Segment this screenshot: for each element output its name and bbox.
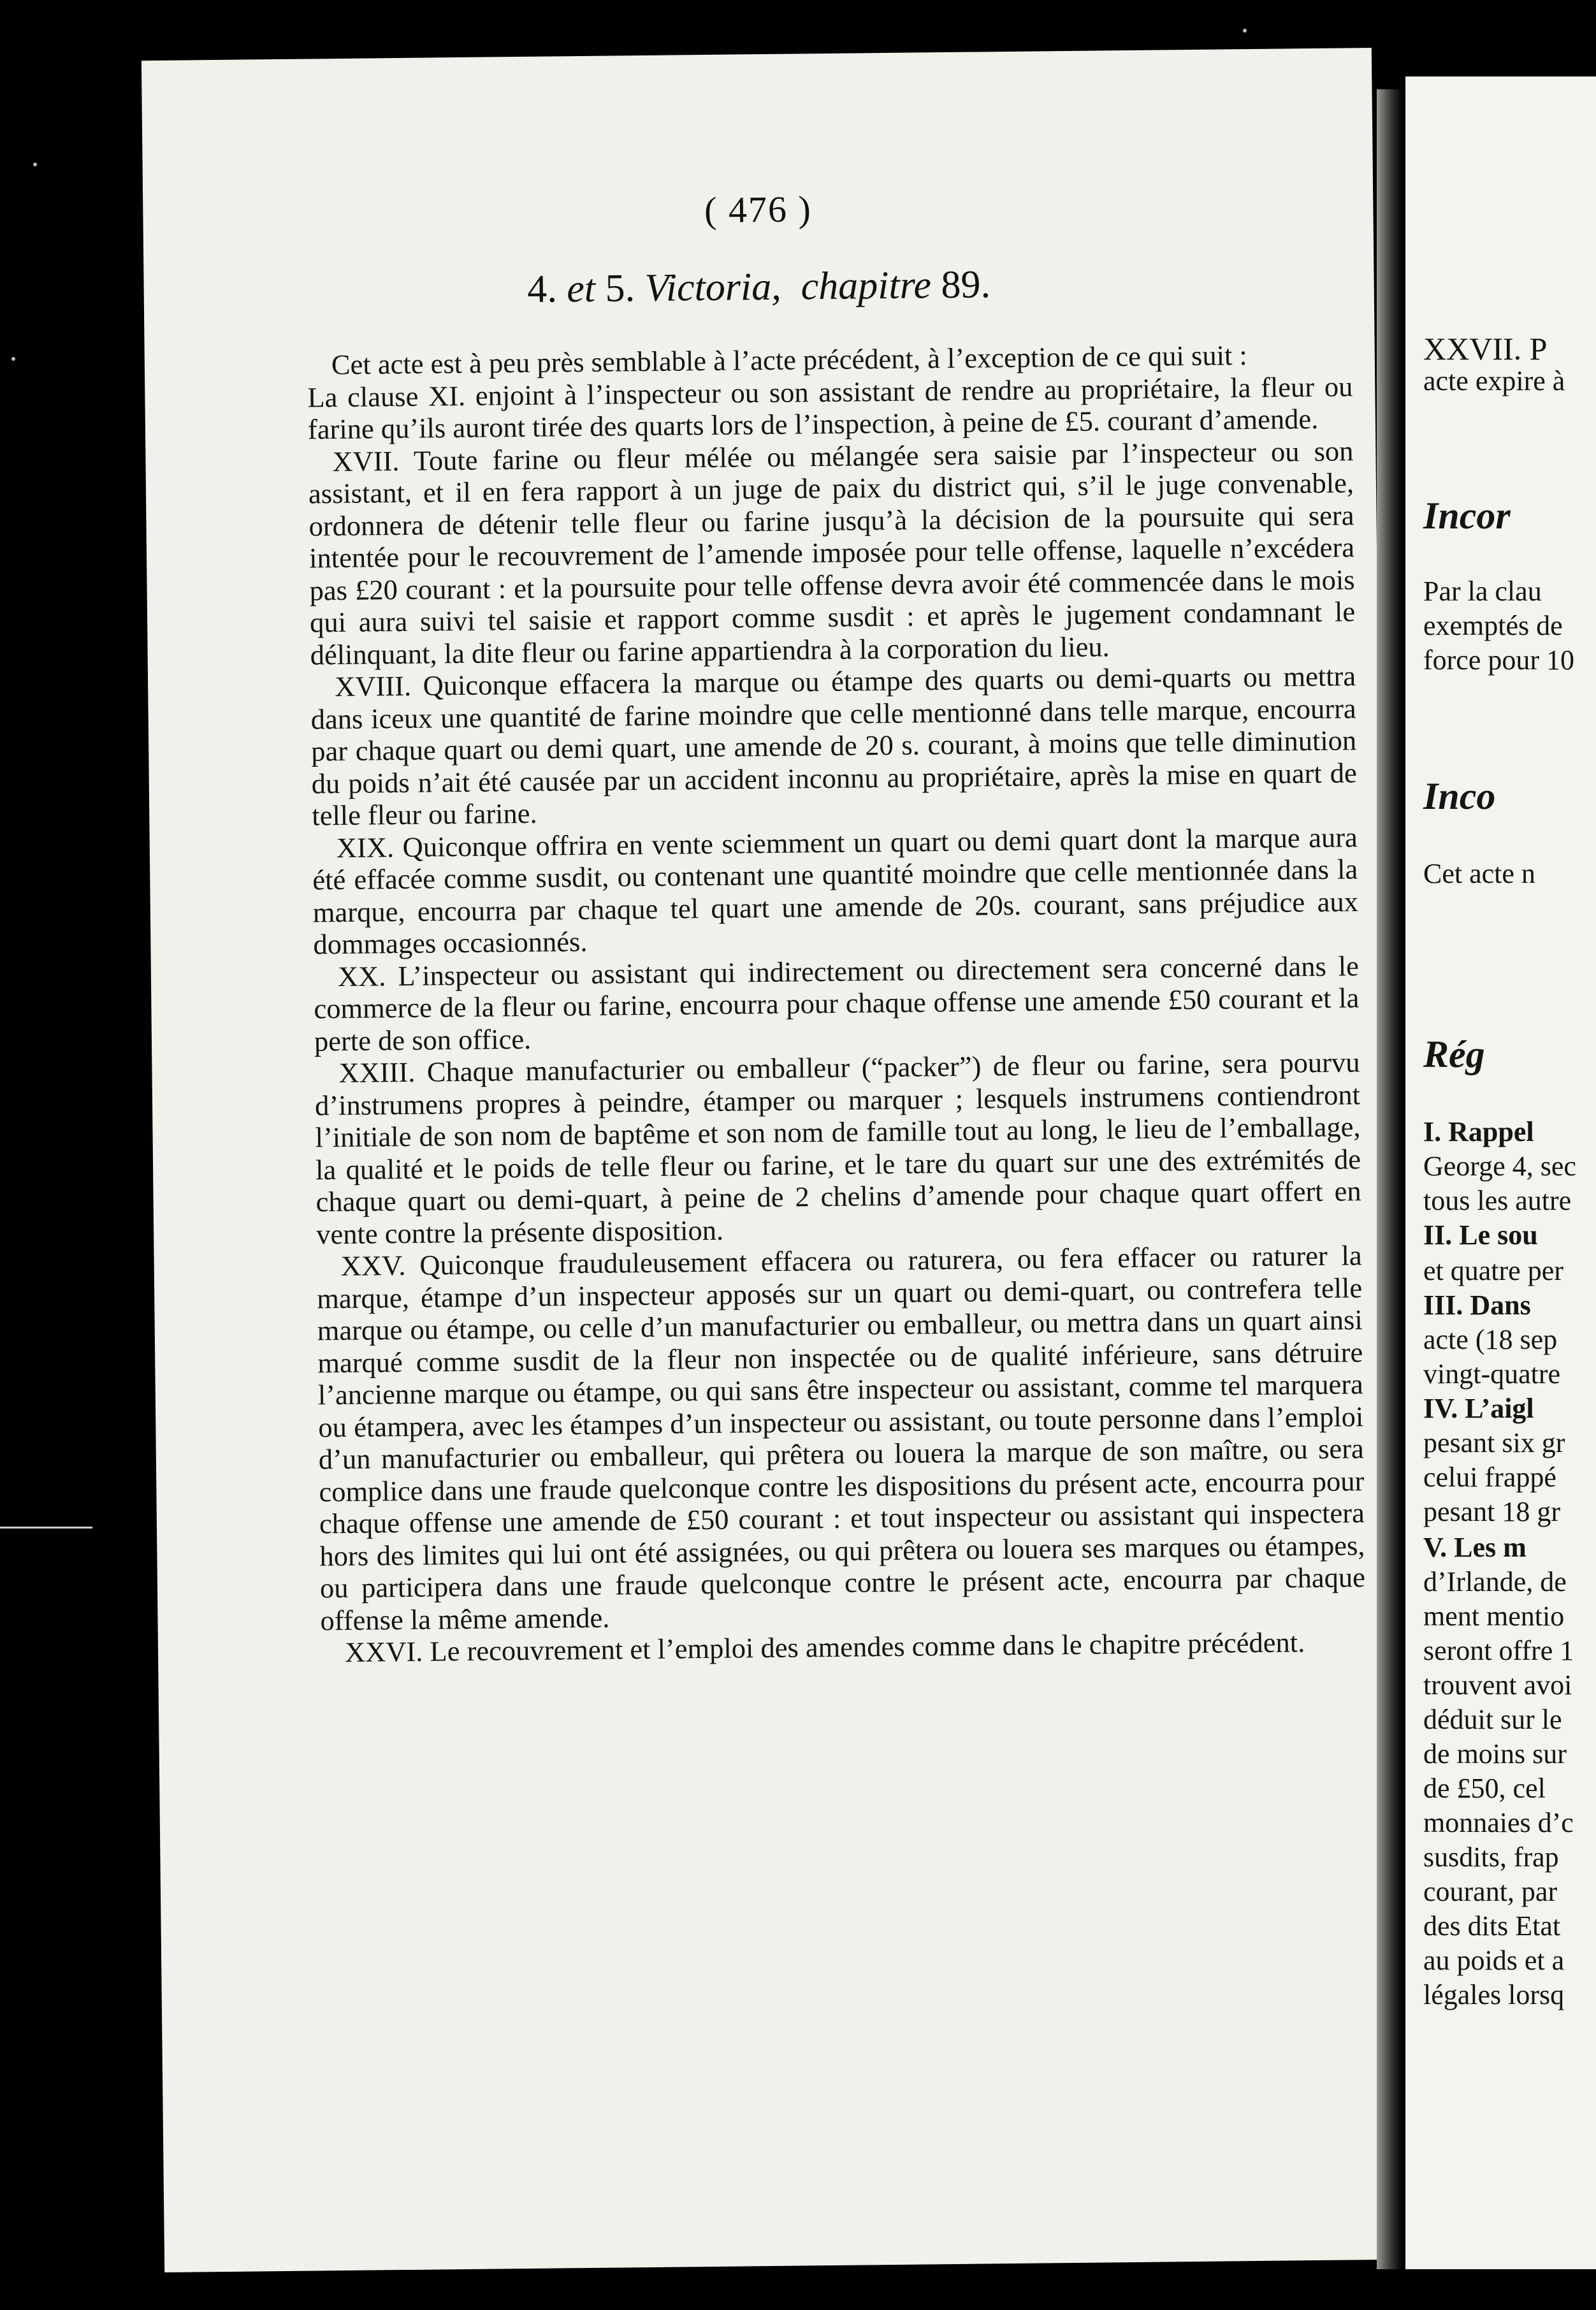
right-fragment: I. Rappel bbox=[1423, 1116, 1534, 1147]
scan-speck bbox=[1243, 29, 1247, 33]
clause-xviii: XVIII. Quiconque effacera la marque ou étampe des quarts ou demi-quarts ou mettra dans iceux une quantité de farine moindre que celle mentionné dans telle marque, encourra par chaque quart ou demi quart, une amende de 20 s. courant, à moins que telle diminution du poids n’ait été causée par un accident inconnu au propriétaire, après la mise en quart de telle fleur ou farine. bbox=[310, 660, 1357, 832]
clause-xx: XX. L’inspecteur ou assistant qui indirectement ou directement sera concerné dans le commerce de la fleur ou farine, encourra pour chaque offense une amende £50 courant et la perte de son office. bbox=[314, 949, 1360, 1057]
chapter-heading bbox=[143, 258, 1374, 316]
right-fragment: II. Le sou bbox=[1423, 1219, 1538, 1251]
right-heading: Inco bbox=[1423, 775, 1496, 817]
right-fragment: III. Dans bbox=[1423, 1289, 1531, 1321]
right-fragment: V. Les m bbox=[1423, 1532, 1527, 1563]
right-fragment: IV. L’aigl bbox=[1423, 1393, 1534, 1424]
right-heading: Incor bbox=[1423, 495, 1511, 537]
right-fragment: force pour 10 bbox=[1423, 644, 1575, 676]
right-fragment: seront offre 1 bbox=[1423, 1635, 1574, 1666]
left-page bbox=[141, 48, 1395, 2272]
chapter-mid: 5. bbox=[595, 266, 645, 310]
chapter-et: et bbox=[566, 266, 596, 311]
right-fragment: des dits Etat bbox=[1423, 1910, 1561, 1942]
scan-speck bbox=[33, 163, 37, 166]
right-fragment: acte expire à bbox=[1423, 365, 1565, 396]
right-fragment: monnaies d’c bbox=[1423, 1807, 1574, 1838]
right-fragment: légales lorsq bbox=[1423, 1979, 1565, 2010]
clause-xxvi: XXVI. Le recouvrement et l’emploi des amendes comme dans le chapitre précédent. bbox=[344, 1626, 1305, 1668]
right-fragment: XXVII. P bbox=[1423, 331, 1548, 367]
clause-xi: La clause XI. enjoint à l’inspecteur ou son assistant de rendre au propriétaire, la fleur ou farine qu’ils auront tirée des quarts lors de l’inspection, à peine de £5. courant d’amende. bbox=[307, 370, 1353, 446]
right-fragment: susdits, frap bbox=[1423, 1841, 1559, 1873]
book-spine-shadow bbox=[1377, 89, 1402, 2269]
right-fragment: ment mentio bbox=[1423, 1601, 1565, 1632]
chapter-victoria: Victoria, bbox=[644, 265, 782, 310]
body-text bbox=[307, 338, 1367, 1669]
right-fragment: d’Irlande, de bbox=[1423, 1566, 1567, 1597]
right-fragment: et quatre per bbox=[1423, 1255, 1563, 1286]
right-fragment: courant, par bbox=[1423, 1876, 1558, 1907]
right-fragment: George 4, sec bbox=[1423, 1151, 1576, 1182]
right-fragment: pesant six gr bbox=[1423, 1427, 1565, 1458]
right-fragment: au poids et a bbox=[1423, 1945, 1565, 1976]
right-fragment: de moins sur bbox=[1423, 1738, 1567, 1769]
clause-xxv: XXV. Quiconque frauduleusement effacera ou raturera, ou fera effacer ou raturer la marque, étampe d’un inspecteur apposés sur un quart ou demi-quart, ou contrefera telle marque ou étampe, ou celle d’un manufacturier ou emballeur, ou mettra dans un quart ainsi marqué comme susdit de la fleur non inspectée ou de qualité inférieure, sans détruire l’ancienne marque ou étampe, ou qui sans être inspecteur ou assistant, comme tel marquera ou étampera, avec les étampes d’un inspecteur ou assistant, ou toute personne dans l’emploi d’un manufacturier ou emballeur, qui prêtera ou louera la marque de son maître, ou sera complice dans une fraude quelconque contre les dispositions du présent acte, encourra pour chaque offense une amende de £50 courant : et tout inspecteur ou assistant qui inspectera hors des limites qui lui ont été assignées, ou qui prêtera ou louera ses marques ou étampes, ou participera dans une fraude quelconque contre le présent acte, encourra par chaque offense la même amende. bbox=[316, 1239, 1366, 1636]
clause-xix: XIX. Quiconque offrira en vente sciemment un quart ou demi quart dont la marque aura été effacée comme susdit, ou contenant une quantité moindre que celle mentionnée dans la marque, encourra par chaque tel quart une amende de 20s. courant, sans préjudice aux dommages occasionnés. bbox=[312, 820, 1359, 961]
right-fragment: tous les autre bbox=[1423, 1185, 1572, 1216]
right-fragment: acte (18 sep bbox=[1423, 1324, 1558, 1355]
right-fragment: trouvent avoi bbox=[1423, 1669, 1572, 1701]
clause-xxiii: XXIII. Chaque manufacturier ou emballeur (“packer”) de fleur ou farine, sera pourvu d’instrumens propres à peindre, étamper ou marquer ; lesquels instrumens contiendront l’initiale de son nom de baptême et son nom de famille tout au long, le lieu de l’emballage, la qualité et le poids de telle fleur ou farine, et le tare du quart sur une des extrémités de chaque quart ou demi-quart, à peine de 2 chelins d’amende pour chaque quart offert en vente contre la présente disposition. bbox=[314, 1046, 1361, 1250]
right-fragment: déduit sur le bbox=[1423, 1704, 1562, 1735]
right-page bbox=[1405, 76, 1596, 2269]
chapter-word: chapitre bbox=[801, 263, 932, 309]
right-fragment: exemptés de bbox=[1423, 610, 1563, 641]
right-fragment: vingt-quatre bbox=[1423, 1358, 1561, 1390]
right-fragment: pesant 18 gr bbox=[1423, 1496, 1561, 1527]
right-fragment: celui frappé bbox=[1423, 1462, 1556, 1493]
chapter-prefix: 4. bbox=[526, 267, 567, 311]
chapter-number: 89. bbox=[931, 263, 991, 307]
scan-scratch-mark bbox=[0, 1527, 92, 1529]
intro-paragraph: Cet acte est à peu près semblable à l’acte précédent, à l’exception de ce qui suit : bbox=[331, 339, 1248, 381]
scan-speck bbox=[11, 357, 15, 361]
right-fragment: de £50, cel bbox=[1423, 1773, 1546, 1804]
right-heading: Rég bbox=[1423, 1033, 1485, 1075]
right-fragment: Cet acte n bbox=[1423, 858, 1535, 889]
right-fragment: Par la clau bbox=[1423, 576, 1542, 607]
clause-xvii: XVII. Toute farine ou fleur mélée ou mélangée sera saisie par l’inspecteur ou son assistant, et il en fera rapport à un juge de paix du district qui, s’il le juge convenable, ordonnera de détenir telle fleur ou farine jusqu’à la décision de la poursuite qui sera intentée pour le recouvrement de l’amende imposée pour telle offense, laquelle n’excédera pas £20 courant : et la poursuite pour telle offense devra avoir été commencée dans le mois qui aura suivi tel saisie et rapport comme susdit : et après le jugement condamnant le délinquant, la dite fleur ou farine appartiendra à la corporation du lieu. bbox=[308, 434, 1356, 671]
page-number: ( 476 ) bbox=[704, 188, 813, 231]
